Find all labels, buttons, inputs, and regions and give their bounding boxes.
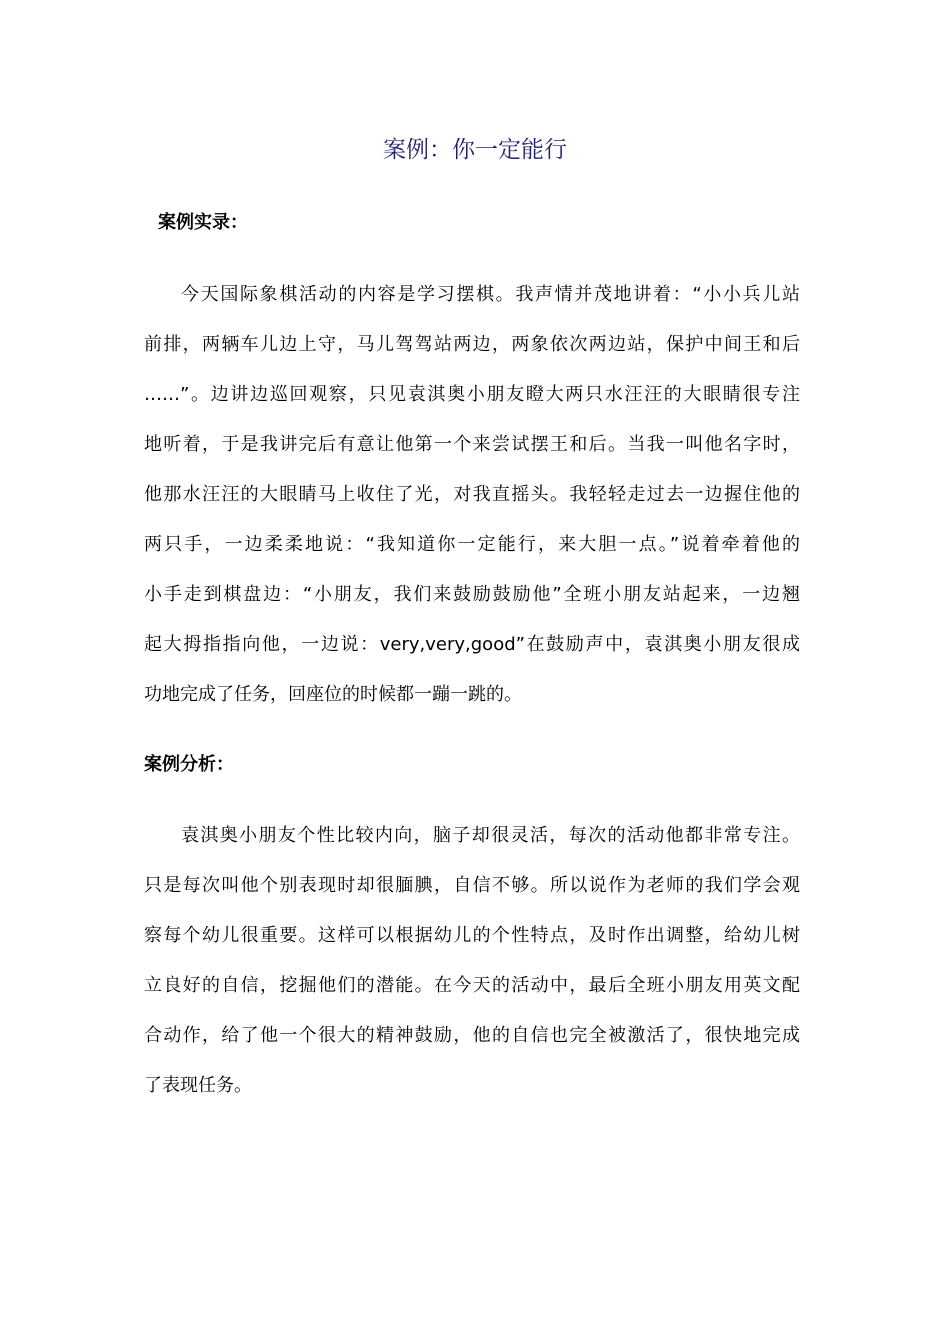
paragraph-line: 袁淇奥小朋友个性比较内向，脑子却很灵活，每次的活动他都非常专注。 xyxy=(181,825,800,846)
paragraph-line: 只是每次叫他个别表现时却很腼腆，自信不够。所以说作为老师的我们学会观 xyxy=(144,875,800,896)
paragraph-line: 两只手，一边柔柔地说：“我知道你一定能行，来大胆一点。”说着牵着他的 xyxy=(144,534,800,555)
paragraph-line: 立良好的自信，挖掘他们的潜能。在今天的活动中，最后全班小朋友用英文配 xyxy=(144,975,800,996)
paragraph-line: 小手走到棋盘边：“小朋友，我们来鼓励鼓励他”全班小朋友站起来，一边翘 xyxy=(144,584,800,605)
paragraph-line: 他那水汪汪的大眼睛马上收住了光，对我直摇头。我轻轻走过去一边握住他的 xyxy=(144,484,800,505)
paragraph-analysis xyxy=(144,822,800,1122)
section-heading-record: 案例实录： xyxy=(158,212,248,233)
paragraph-line: 今天国际象棋活动的内容是学习摆棋。我声情并茂地讲着：“小小兵儿站 xyxy=(181,284,800,305)
paragraph-line: 合动作，给了他一个很大的精神鼓励，他的自信也完全被激活了，很快地完成 xyxy=(144,1025,800,1046)
paragraph-line: 功地完成了任务，回座位的时候都一蹦一跳的。 xyxy=(144,684,522,705)
paragraph-record xyxy=(144,281,800,731)
paragraph-line: 察每个幼儿很重要。这样可以根据幼儿的个性特点，及时作出调整，给幼儿树 xyxy=(144,925,800,946)
paragraph-line: 起大拇指指向他，一边说：very,very,good”在鼓励声中，袁淇奥小朋友很成 xyxy=(144,634,800,655)
paragraph-line: 前排，两辆车儿边上守，马儿驾驾站两边，两象依次两边站，保护中间王和后 xyxy=(144,334,800,355)
paragraph-line: ……”。边讲边巡回观察，只见袁淇奥小朋友瞪大两只水汪汪的大眼睛很专注 xyxy=(144,384,800,405)
paragraph-line: 了表现任务。 xyxy=(144,1075,252,1096)
paragraph-line: 地听着，于是我讲完后有意让他第一个来尝试摆王和后。当我一叫他名字时， xyxy=(144,434,800,455)
section-heading-analysis: 案例分析： xyxy=(144,754,234,775)
document-title: 案例：你一定能行 xyxy=(383,137,567,163)
